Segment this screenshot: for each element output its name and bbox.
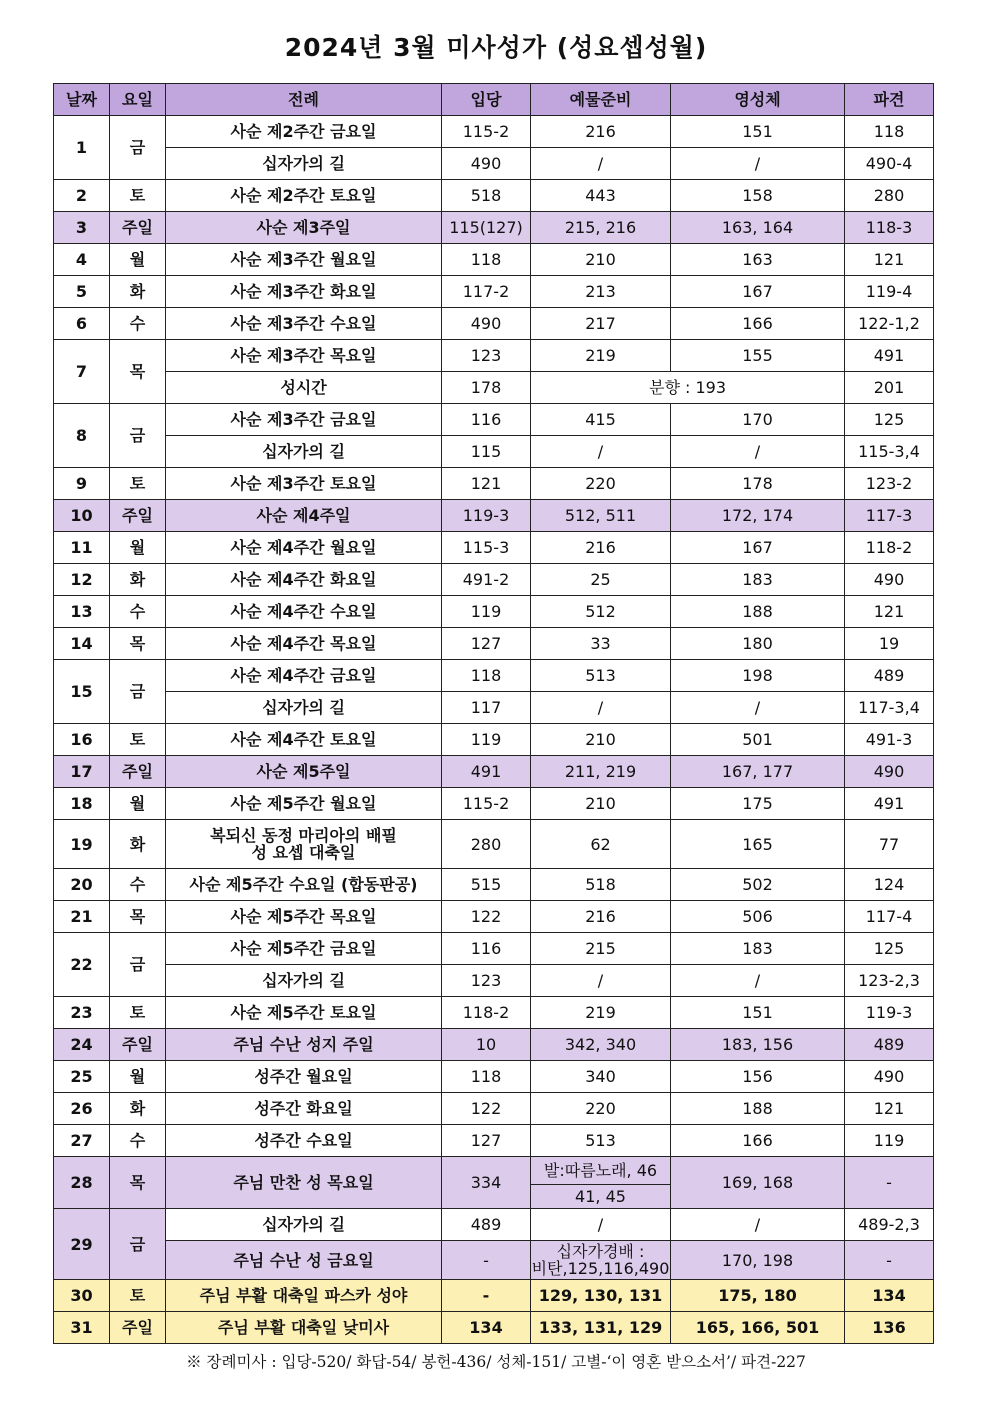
offertory-cell: 220	[531, 468, 671, 500]
entrance-cell: 280	[442, 820, 531, 869]
day-cell: 화	[110, 820, 166, 869]
day-cell: 금	[110, 404, 166, 468]
table-row	[54, 468, 934, 500]
sending-cell: 491	[845, 788, 934, 820]
date-cell: 22	[54, 933, 110, 997]
date-cell: 31	[54, 1312, 110, 1344]
sending-cell: 121	[845, 244, 934, 276]
date-cell: 30	[54, 1280, 110, 1312]
entrance-cell: -	[442, 1280, 531, 1312]
date-cell: 20	[54, 869, 110, 901]
day-cell: 수	[110, 308, 166, 340]
sending-cell: 119-3	[845, 997, 934, 1029]
sending-cell: 118-3	[845, 212, 934, 244]
day-cell: 주일	[110, 212, 166, 244]
table-row	[54, 308, 934, 340]
table-row	[54, 148, 934, 180]
entrance-cell: 122	[442, 901, 531, 933]
offertory-cell: 513	[531, 660, 671, 692]
table-row	[54, 1209, 934, 1241]
sending-cell: 117-4	[845, 901, 934, 933]
communion-cell: 502	[671, 869, 845, 901]
entrance-cell: 115-3	[442, 532, 531, 564]
day-cell: 수	[110, 1125, 166, 1157]
table-row	[54, 1093, 934, 1125]
liturgy-cell: 십자가의 길	[166, 148, 442, 180]
entrance-cell: 10	[442, 1029, 531, 1061]
sending-cell: 117-3	[845, 500, 934, 532]
communion-cell: 156	[671, 1061, 845, 1093]
offertory-cell: 513	[531, 1125, 671, 1157]
sending-cell: 123-2,3	[845, 965, 934, 997]
communion-cell: 167, 177	[671, 756, 845, 788]
liturgy-cell: 사순 제4주간 목요일	[166, 628, 442, 660]
offertory-cell: 41, 45	[531, 1185, 671, 1209]
day-cell: 토	[110, 724, 166, 756]
liturgy-line-2: 성 요셉 대축일	[251, 843, 356, 862]
communion-cell: 183, 156	[671, 1029, 845, 1061]
communion-cell: 175, 180	[671, 1280, 845, 1312]
communion-cell: 175	[671, 788, 845, 820]
communion-cell: 169, 168	[671, 1157, 845, 1209]
sending-cell: 490	[845, 1061, 934, 1093]
offertory-cell: 211, 219	[531, 756, 671, 788]
communion-cell: 163, 164	[671, 212, 845, 244]
day-cell: 목	[110, 340, 166, 404]
date-cell: 8	[54, 404, 110, 468]
liturgy-cell: 성주간 월요일	[166, 1061, 442, 1093]
liturgy-cell: 주님 수난 성 금요일	[166, 1241, 442, 1280]
day-cell: 목	[110, 901, 166, 933]
entrance-cell: 116	[442, 933, 531, 965]
sending-cell: 490-4	[845, 148, 934, 180]
day-cell: 목	[110, 1157, 166, 1209]
offertory-cell: 512, 511	[531, 500, 671, 532]
table-row	[54, 724, 934, 756]
table-row	[54, 564, 934, 596]
communion-cell: /	[671, 1209, 845, 1241]
offertory-cell: 443	[531, 180, 671, 212]
communion-cell: 198	[671, 660, 845, 692]
communion-cell: 167	[671, 276, 845, 308]
header-date: 날짜	[54, 84, 110, 116]
table-row	[54, 901, 934, 933]
date-cell: 18	[54, 788, 110, 820]
date-cell: 19	[54, 820, 110, 869]
table-row	[54, 933, 934, 965]
communion-cell: 167	[671, 532, 845, 564]
offertory-cell: 215, 216	[531, 212, 671, 244]
communion-cell: 155	[671, 340, 845, 372]
liturgy-cell: 사순 제4주간 금요일	[166, 660, 442, 692]
entrance-cell: 118-2	[442, 997, 531, 1029]
liturgy-cell: 사순 제5주간 토요일	[166, 997, 442, 1029]
date-cell: 14	[54, 628, 110, 660]
offertory-cell: /	[531, 965, 671, 997]
day-cell: 수	[110, 596, 166, 628]
date-cell: 1	[54, 116, 110, 180]
date-cell: 15	[54, 660, 110, 724]
easter-row	[54, 1280, 934, 1312]
communion-cell: 188	[671, 1093, 845, 1125]
table-row	[54, 340, 934, 372]
sending-cell: 121	[845, 1093, 934, 1125]
entrance-cell: 119-3	[442, 500, 531, 532]
day-cell: 화	[110, 564, 166, 596]
date-cell: 2	[54, 180, 110, 212]
liturgy-cell: 사순 제3주간 수요일	[166, 308, 442, 340]
offertory-line-1: 십자가경배 :	[556, 1242, 645, 1261]
liturgy-cell: 사순 제5주간 목요일	[166, 901, 442, 933]
offertory-cell: /	[531, 692, 671, 724]
day-cell: 금	[110, 933, 166, 997]
liturgy-cell: 사순 제4주간 화요일	[166, 564, 442, 596]
offertory-cell: 518	[531, 869, 671, 901]
day-cell: 화	[110, 1093, 166, 1125]
easter-row	[54, 1312, 934, 1344]
offertory-cell: 33	[531, 628, 671, 660]
header-row	[54, 84, 934, 116]
communion-cell: 183	[671, 933, 845, 965]
liturgy-cell: 주님 수난 성지 주일	[166, 1029, 442, 1061]
table-row	[54, 116, 934, 148]
table-row	[54, 820, 934, 869]
date-cell: 16	[54, 724, 110, 756]
sending-cell: 121	[845, 596, 934, 628]
sending-cell: 490	[845, 756, 934, 788]
communion-cell: /	[671, 148, 845, 180]
liturgy-line-1: 복되신 동정 마리아의 배필	[210, 826, 397, 845]
communion-cell: 188	[671, 596, 845, 628]
entrance-cell: 123	[442, 965, 531, 997]
table-row	[54, 869, 934, 901]
date-cell: 12	[54, 564, 110, 596]
entrance-cell: 491-2	[442, 564, 531, 596]
entrance-cell: 134	[442, 1312, 531, 1344]
day-cell: 토	[110, 180, 166, 212]
hymn-schedule-table	[53, 83, 934, 1344]
entrance-cell: 118	[442, 660, 531, 692]
entrance-cell: 117-2	[442, 276, 531, 308]
date-cell: 7	[54, 340, 110, 404]
entrance-cell: 123	[442, 340, 531, 372]
sending-cell: -	[845, 1241, 934, 1280]
offertory-cell: 62	[531, 820, 671, 869]
liturgy-cell: 사순 제3주간 토요일	[166, 468, 442, 500]
sending-cell: 123-2	[845, 468, 934, 500]
entrance-cell: -	[442, 1241, 531, 1280]
table-row	[54, 997, 934, 1029]
liturgy-cell: 성주간 수요일	[166, 1125, 442, 1157]
sending-cell: 489	[845, 660, 934, 692]
day-cell: 월	[110, 244, 166, 276]
liturgy-cell: 사순 제5주일	[166, 756, 442, 788]
sending-cell: 125	[845, 933, 934, 965]
day-cell: 주일	[110, 1312, 166, 1344]
offertory-cell: 210	[531, 724, 671, 756]
sending-cell: 489	[845, 1029, 934, 1061]
liturgy-cell: 사순 제3주간 목요일	[166, 340, 442, 372]
sending-cell: 118-2	[845, 532, 934, 564]
entrance-cell: 515	[442, 869, 531, 901]
date-cell: 10	[54, 500, 110, 532]
date-cell: 3	[54, 212, 110, 244]
liturgy-cell: 십자가의 길	[166, 436, 442, 468]
sending-cell: 124	[845, 869, 934, 901]
offertory-cell: 213	[531, 276, 671, 308]
offertory-cell: 216	[531, 116, 671, 148]
sending-cell: 119-4	[845, 276, 934, 308]
liturgy-cell: 사순 제4주간 월요일	[166, 532, 442, 564]
date-cell: 26	[54, 1093, 110, 1125]
sending-cell: 125	[845, 404, 934, 436]
table-row	[54, 372, 934, 404]
entrance-cell: 116	[442, 404, 531, 436]
liturgy-cell: 사순 제4주간 토요일	[166, 724, 442, 756]
date-cell: 11	[54, 532, 110, 564]
table-row	[54, 965, 934, 997]
offertory-cell: /	[531, 436, 671, 468]
day-cell: 주일	[110, 1029, 166, 1061]
date-cell: 28	[54, 1157, 110, 1209]
table-row	[54, 180, 934, 212]
date-cell: 21	[54, 901, 110, 933]
sending-cell: 122-1,2	[845, 308, 934, 340]
liturgy-cell: 주님 부활 대축일 낮미사	[166, 1312, 442, 1344]
liturgy-cell: 사순 제3주간 금요일	[166, 404, 442, 436]
communion-cell: 180	[671, 628, 845, 660]
table-row	[54, 1241, 934, 1280]
liturgy-cell: 사순 제3주간 화요일	[166, 276, 442, 308]
sunday-row	[54, 1029, 934, 1061]
day-cell: 토	[110, 997, 166, 1029]
offertory-cell: 219	[531, 340, 671, 372]
communion-cell: 170	[671, 404, 845, 436]
communion-cell: 183	[671, 564, 845, 596]
sending-cell: 77	[845, 820, 934, 869]
liturgy-cell: 십자가의 길	[166, 692, 442, 724]
liturgy-cell: 주님 만찬 성 목요일	[166, 1157, 442, 1209]
communion-cell: 165	[671, 820, 845, 869]
offertory-line-2: 비탄,125,116,490	[531, 1259, 670, 1278]
day-cell: 금	[110, 116, 166, 180]
date-cell: 5	[54, 276, 110, 308]
date-cell: 13	[54, 596, 110, 628]
offertory-cell: /	[531, 1209, 671, 1241]
entrance-cell: 127	[442, 1125, 531, 1157]
day-cell: 토	[110, 468, 166, 500]
day-cell: 수	[110, 869, 166, 901]
entrance-cell: 119	[442, 724, 531, 756]
liturgy-cell: 사순 제5주간 월요일	[166, 788, 442, 820]
table-row	[54, 244, 934, 276]
entrance-cell: 118	[442, 1061, 531, 1093]
liturgy-cell: 사순 제5주간 금요일	[166, 933, 442, 965]
entrance-cell: 334	[442, 1157, 531, 1209]
liturgy-cell: 성주간 화요일	[166, 1093, 442, 1125]
entrance-cell: 490	[442, 148, 531, 180]
header-offertory: 예물준비	[531, 84, 671, 116]
day-cell: 주일	[110, 756, 166, 788]
sending-cell: 490	[845, 564, 934, 596]
table-row	[54, 692, 934, 724]
offertory-cell: 216	[531, 532, 671, 564]
liturgy-cell: 사순 제3주일	[166, 212, 442, 244]
funeral-mass-footnote: ※ 장례미사 : 입당-520/ 화답-54/ 봉헌-436/ 성체-151/ 고별-‘이 영혼 받으소서’/ 파견-227	[186, 1353, 806, 1371]
communion-cell: 163	[671, 244, 845, 276]
offertory-cell: 133, 131, 129	[531, 1312, 671, 1344]
liturgy-cell: 사순 제4주간 수요일	[166, 596, 442, 628]
communion-cell: /	[671, 436, 845, 468]
sending-cell: 491-3	[845, 724, 934, 756]
entrance-cell: 121	[442, 468, 531, 500]
entrance-cell: 118	[442, 244, 531, 276]
date-cell: 6	[54, 308, 110, 340]
header-sending: 파견	[845, 84, 934, 116]
communion-cell: 151	[671, 116, 845, 148]
sunday-row	[54, 212, 934, 244]
sending-cell: 119	[845, 1125, 934, 1157]
sunday-row	[54, 756, 934, 788]
communion-cell: 172, 174	[671, 500, 845, 532]
date-cell: 9	[54, 468, 110, 500]
offertory-cell: 340	[531, 1061, 671, 1093]
offertory-cell: 220	[531, 1093, 671, 1125]
entrance-cell: 115-2	[442, 788, 531, 820]
day-cell: 목	[110, 628, 166, 660]
table-row	[54, 628, 934, 660]
communion-cell: 506	[671, 901, 845, 933]
entrance-cell: 117	[442, 692, 531, 724]
communion-cell: 170, 198	[671, 1241, 845, 1280]
entrance-cell: 518	[442, 180, 531, 212]
date-cell: 24	[54, 1029, 110, 1061]
date-cell: 25	[54, 1061, 110, 1093]
day-cell: 화	[110, 276, 166, 308]
communion-cell: 151	[671, 997, 845, 1029]
offertory-cell: 발:따름노래, 46	[531, 1157, 671, 1185]
date-cell: 23	[54, 997, 110, 1029]
offertory-cell: 129, 130, 131	[531, 1280, 671, 1312]
offertory-cell: 216	[531, 901, 671, 933]
entrance-cell: 178	[442, 372, 531, 404]
communion-cell: /	[671, 965, 845, 997]
sending-cell: 115-3,4	[845, 436, 934, 468]
communion-cell: 158	[671, 180, 845, 212]
sending-cell: 134	[845, 1280, 934, 1312]
communion-cell: 166	[671, 1125, 845, 1157]
offertory-cell: 342, 340	[531, 1029, 671, 1061]
header-communion: 영성체	[671, 84, 845, 116]
offertory-cell: 215	[531, 933, 671, 965]
table-row	[54, 436, 934, 468]
liturgy-cell: 십자가의 길	[166, 1209, 442, 1241]
entrance-cell: 491	[442, 756, 531, 788]
sunday-row	[54, 500, 934, 532]
entrance-cell: 119	[442, 596, 531, 628]
date-cell: 29	[54, 1209, 110, 1280]
communion-cell: 501	[671, 724, 845, 756]
sending-cell: 489-2,3	[845, 1209, 934, 1241]
sending-cell: 117-3,4	[845, 692, 934, 724]
table-row	[54, 276, 934, 308]
day-cell: 금	[110, 660, 166, 724]
header-entrance: 입당	[442, 84, 531, 116]
table-row	[54, 532, 934, 564]
entrance-cell: 115-2	[442, 116, 531, 148]
day-cell: 월	[110, 532, 166, 564]
communion-cell: 165, 166, 501	[671, 1312, 845, 1344]
offertory-cell: 210	[531, 788, 671, 820]
entrance-cell: 127	[442, 628, 531, 660]
communion-cell: 178	[671, 468, 845, 500]
offertory-cell: 217	[531, 308, 671, 340]
sending-cell: -	[845, 1157, 934, 1209]
incense-cell: 분향 : 193	[531, 372, 845, 404]
sending-cell: 280	[845, 180, 934, 212]
day-cell: 월	[110, 788, 166, 820]
day-cell: 금	[110, 1209, 166, 1280]
day-cell: 토	[110, 1280, 166, 1312]
liturgy-cell: 사순 제3주간 월요일	[166, 244, 442, 276]
date-cell: 4	[54, 244, 110, 276]
table-row	[54, 1061, 934, 1093]
day-cell: 주일	[110, 500, 166, 532]
page-title: 2024년 3월 미사성가 (성요셉성월)	[284, 33, 708, 62]
liturgy-cell: 성시간	[166, 372, 442, 404]
entrance-cell: 115	[442, 436, 531, 468]
table-row	[54, 1157, 934, 1185]
offertory-cell	[531, 1241, 671, 1280]
header-day: 요일	[110, 84, 166, 116]
communion-cell: /	[671, 692, 845, 724]
entrance-cell: 115(127)	[442, 212, 531, 244]
table-row	[54, 788, 934, 820]
communion-cell: 166	[671, 308, 845, 340]
table-row	[54, 660, 934, 692]
liturgy-cell: 사순 제5주간 수요일 (합동판공)	[166, 869, 442, 901]
offertory-cell: /	[531, 148, 671, 180]
liturgy-cell: 사순 제2주간 토요일	[166, 180, 442, 212]
date-cell: 27	[54, 1125, 110, 1157]
sending-cell: 19	[845, 628, 934, 660]
offertory-cell: 210	[531, 244, 671, 276]
sending-cell: 136	[845, 1312, 934, 1344]
table-row	[54, 596, 934, 628]
table-row	[54, 404, 934, 436]
liturgy-cell: 주님 부활 대축일 파스카 성야	[166, 1280, 442, 1312]
date-cell: 17	[54, 756, 110, 788]
offertory-cell: 512	[531, 596, 671, 628]
liturgy-cell: 사순 제4주일	[166, 500, 442, 532]
entrance-cell: 122	[442, 1093, 531, 1125]
header-liturgy: 전례	[166, 84, 442, 116]
day-cell: 월	[110, 1061, 166, 1093]
offertory-cell: 219	[531, 997, 671, 1029]
offertory-cell: 415	[531, 404, 671, 436]
sending-cell: 201	[845, 372, 934, 404]
liturgy-cell: 사순 제2주간 금요일	[166, 116, 442, 148]
sending-cell: 118	[845, 116, 934, 148]
entrance-cell: 490	[442, 308, 531, 340]
liturgy-cell: 십자가의 길	[166, 965, 442, 997]
entrance-cell: 489	[442, 1209, 531, 1241]
sending-cell: 491	[845, 340, 934, 372]
offertory-cell: 25	[531, 564, 671, 596]
liturgy-cell	[166, 820, 442, 869]
table-row	[54, 1125, 934, 1157]
